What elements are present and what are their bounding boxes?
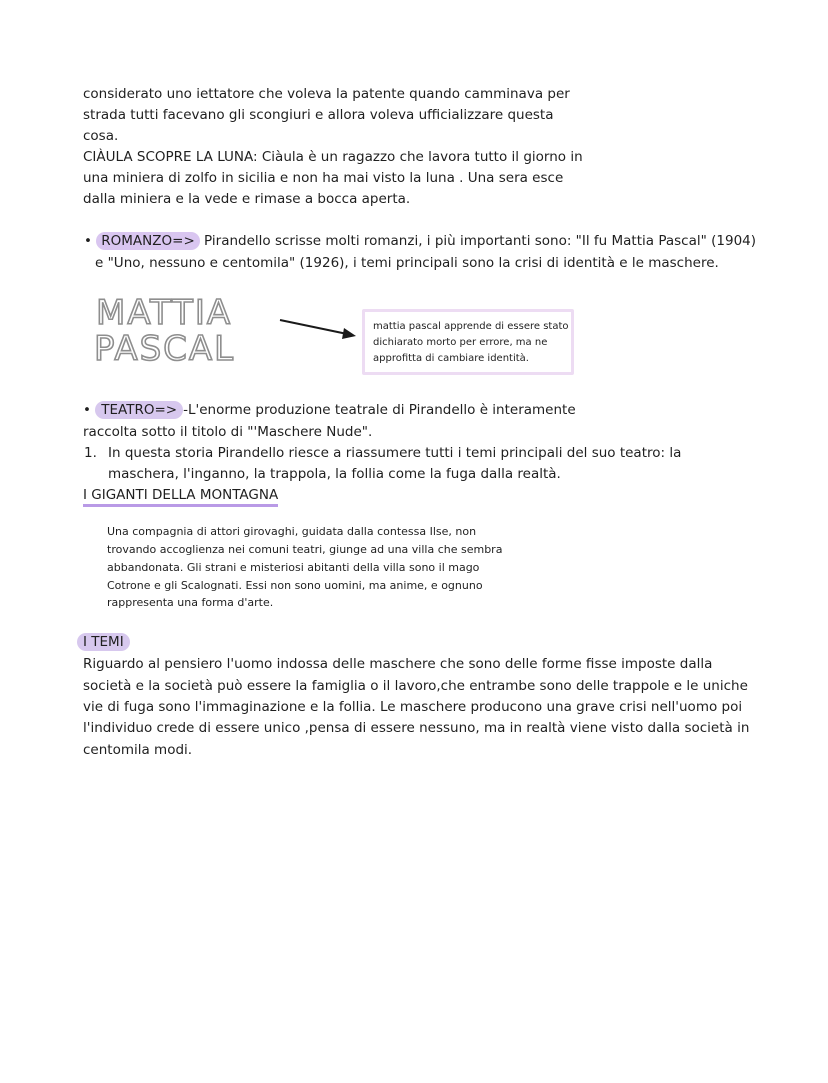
ciaula-line-1: CIÀULA SCOPRE LA LUNA: Ciàula è un ragazzo che lavora tutto il giorno in — [83, 149, 583, 165]
romanzo-tag: ROMANZO=> — [96, 232, 200, 250]
ciaula-line-2: una miniera di zolfo in sicilia e non ha mai visto la luna . Una sera esce — [83, 170, 564, 186]
temi-line-4: l'individuo crede di essere unico ,pensa di essere nessuno, ma in realtà viene visto dalla società in — [83, 720, 750, 736]
teatro-line-2: raccolta sotto il titolo di "'Maschere Nude". — [83, 424, 373, 440]
romanzo-text-1: Pirandello scrisse molti romanzi, i più importanti sono: "Il fu Mattia Pascal" (1904) — [199, 233, 757, 249]
giganti-line-5: rappresenta una forma d'arte. — [107, 596, 274, 609]
bullet-icon: • — [84, 233, 92, 249]
intro-line-3: cosa. — [83, 128, 119, 144]
bullet-icon: • — [83, 402, 91, 418]
romanzo-line-1 — [84, 233, 756, 249]
giganti-line-3: abbandonata. Gli strani e misteriosi abitanti della villa sono il mago — [107, 561, 480, 574]
teatro-text-1: -L'enorme produzione teatrale di Pirandello è interamente — [183, 402, 576, 418]
note-line-1: mattia pascal apprende di essere stato — [373, 321, 569, 332]
temi-line-1: Riguardo al pensiero l'uomo indossa delle maschere che sono delle forme fisse imposte dalla — [83, 656, 713, 672]
teatro-line-4: maschera, l'inganno, la trappola, la follia come la fuga dalla realtà. — [108, 466, 561, 482]
teatro-tag: TEATRO=> — [95, 401, 183, 419]
giganti-line-2: trovando accoglienza nei comuni teatri, giunge ad una villa che sembra — [107, 543, 503, 556]
note-line-2: dichiarato morto per errore, ma ne — [373, 337, 548, 348]
note-box — [362, 309, 574, 375]
arrow-head-icon — [342, 328, 356, 339]
handwritten-word-mattia: MATTIA — [96, 293, 233, 333]
temi-line-3: vie di fuga sono l'immaginazione e la follia. Le maschere producono una grave crisi nell'uomo poi — [83, 699, 743, 715]
giganti-title-text: I GIGANTI DELLA MONTAGNA — [83, 487, 278, 507]
intro-line-2: strada tutti facevano gli scongiuri e allora voleva ufficializzare questa — [83, 107, 554, 123]
handwritten-word-pascal: PASCAL — [94, 329, 236, 367]
arrow-line — [280, 320, 352, 335]
temi-title — [77, 634, 130, 650]
teatro-line-3: In questa storia Pirandello riesce a riassumere tutti i temi principali del suo teatro: la — [108, 445, 682, 461]
teatro-line-1 — [83, 402, 576, 418]
ciaula-line-3: dalla miniera e la vede e rimase a bocca aperta. — [83, 191, 411, 207]
giganti-line-4: Cotrone e gli Scalognati. Essi non sono uomini, ma anime, e ognuno — [107, 579, 483, 592]
temi-line-2: società e la società può essere la famiglia o il lavoro,che entrambe sono delle trappole e le uniche — [83, 678, 748, 694]
numbered-item-marker: 1. — [84, 445, 97, 461]
handwritten-drawing — [90, 292, 360, 367]
temi-title-text: I TEMI — [77, 633, 130, 651]
intro-line-1: considerato uno iettatore che voleva la patente quando camminava per — [83, 86, 570, 102]
romanzo-line-2: e "Uno, nessuno e centomila" (1926), i temi principali sono la crisi di identità e le maschere. — [95, 255, 719, 271]
giganti-title — [83, 487, 278, 503]
temi-line-5: centomila modi. — [83, 742, 193, 758]
giganti-line-1: Una compagnia di attori girovaghi, guidata dalla contessa Ilse, non — [107, 525, 477, 538]
note-line-3: approfitta di cambiare identità. — [373, 353, 529, 364]
